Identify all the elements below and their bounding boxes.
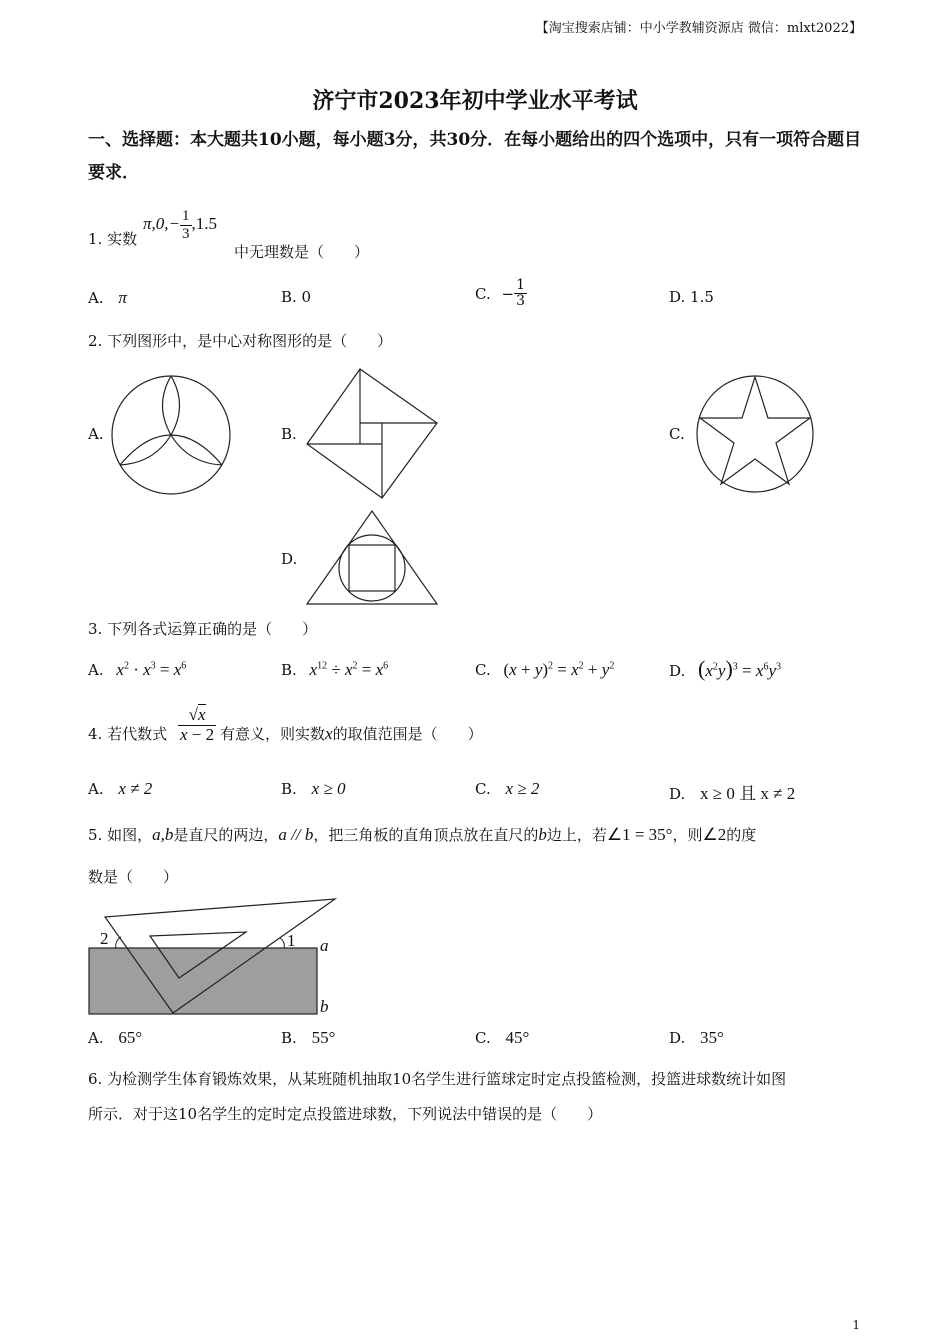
- q1-option-a-label: A.: [88, 289, 104, 307]
- q5-option-d: [669, 1028, 724, 1048]
- q2-figure-a: [110, 375, 232, 497]
- q1-option-d: D. 1.5: [669, 288, 714, 306]
- q4-option-c: [475, 779, 539, 799]
- q5-fig-label-a: a: [320, 936, 329, 955]
- q4-stem-var: x: [325, 724, 333, 743]
- q1-expression: [143, 208, 217, 242]
- q5-option-a: [88, 1028, 142, 1048]
- q5-var-b: b: [538, 825, 547, 844]
- q1-stem-before: 实数: [107, 230, 138, 248]
- question-1: [88, 228, 137, 249]
- q5-option-c: [475, 1028, 529, 1048]
- q5-fig-label-b: b: [320, 997, 329, 1016]
- question-6-line-2: 所示．对于这10名学生的定时定点投篮进球数，下列说法中错误的是（ ）: [88, 1105, 603, 1123]
- q3-option-c: [475, 660, 614, 680]
- q4-fraction-den: x − 2: [180, 724, 215, 744]
- q6-text-line-1: 为检测学生体育锻炼效果，从某班随机抽取10名学生进行篮球定时定点投篮检测，投篮进球数统计如图: [107, 1070, 787, 1088]
- q5-text-d: 边上，若: [546, 826, 607, 844]
- q4-option-b: [281, 779, 345, 799]
- question-2: [88, 330, 392, 351]
- section-heading: 一、选择题：本大题共10小题，每小题3分，共30分．在每小题给出的四个选项中，只有一项符合题目要求．: [88, 130, 862, 183]
- q4-option-d: [669, 779, 795, 804]
- q5-option-b-label: B.: [281, 1029, 297, 1047]
- q5-option-c-value: 45°: [505, 1028, 530, 1047]
- q2-figure-c: [695, 374, 815, 494]
- q1-option-a: [88, 288, 127, 308]
- q2-option-b-label: B.: [281, 425, 297, 443]
- q4-option-d-label: D.: [669, 785, 686, 803]
- q5-parallel: a // b: [278, 825, 314, 844]
- q4-fraction: [178, 706, 216, 744]
- header-note: 【淘宝搜索店铺：中小学教辅资源店 微信：mlxt2022】: [535, 21, 862, 36]
- exam-title: 济宁市2023年初中学业水平考试: [312, 88, 638, 114]
- q4-option-a: [88, 779, 152, 799]
- q5-option-a-label: A.: [88, 1029, 104, 1047]
- q1-expr-after: ,1.5: [191, 213, 217, 233]
- q4-option-b-value: x ≥ 0: [311, 779, 346, 798]
- q3-number: 3.: [88, 620, 103, 638]
- q3-option-d-expr: $(x^2y)^3 = x^6y^3$: [698, 656, 781, 681]
- page-number: 1: [852, 1318, 860, 1332]
- q3-option-a-label: A.: [88, 661, 104, 679]
- q5-text-e: ，则: [672, 826, 703, 844]
- q5-text-b: 是直尺的两边，: [173, 826, 279, 844]
- q5-option-a-value: 65°: [118, 1028, 143, 1047]
- q5-text-c: ，把三角板的直角顶点放在直尺的: [313, 826, 539, 844]
- q5-fig-label-2: 2: [100, 929, 109, 948]
- q1-stem-after: 中无理数是（ ）: [234, 243, 370, 261]
- q4-number: 4.: [88, 725, 103, 743]
- q1-expr: π,0,−: [143, 213, 180, 233]
- q1-option-b: B. 0: [281, 288, 312, 306]
- q3-option-c-label: C.: [475, 661, 491, 679]
- q2-option-a-label: A.: [88, 425, 104, 443]
- q4-stem-rest: [220, 723, 483, 744]
- q5-angle-2: ∠2: [702, 825, 727, 844]
- q4-stem-before: 若代数式: [107, 725, 168, 743]
- q3-option-a-expr: $x^2 \cdot x^3 = x^6$: [116, 660, 187, 679]
- q2-option-c-label: C.: [669, 425, 685, 443]
- question-5-line-2: 数是（ ）: [88, 868, 179, 886]
- q3-option-c-expr: $(x + y)^2 = x^2 + y^2$: [503, 660, 615, 679]
- q1-frac-den: 3: [182, 225, 190, 242]
- q4-option-c-value: x ≥ 2: [505, 779, 540, 798]
- q4-fraction-num: √x: [178, 706, 216, 726]
- q5-var-ab: a,b: [152, 825, 174, 844]
- q5-option-b-value: 55°: [311, 1028, 336, 1047]
- q1-option-c: [475, 278, 527, 310]
- q4-stem-after: 有意义，则实数: [220, 725, 326, 743]
- q1-number: 1.: [88, 230, 103, 248]
- question-3: [88, 618, 317, 639]
- q6-number: 6.: [88, 1070, 103, 1088]
- question-5-line-1: [88, 824, 756, 845]
- q4-option-c-label: C.: [475, 780, 491, 798]
- q5-text-a: 如图，: [107, 826, 153, 844]
- question-4: [88, 723, 167, 744]
- q1-option-c-num: 1: [516, 277, 525, 293]
- q4-option-d-value: x ≥ 0 且 x ≠ 2: [700, 784, 796, 803]
- q3-option-d-label: D.: [669, 662, 686, 680]
- q1-option-c-den: 3: [516, 293, 525, 310]
- q2-figure-d: [305, 510, 439, 606]
- q5-fig-label-1: 1: [287, 931, 296, 950]
- q3-stem: 下列各式运算正确的是（ ）: [107, 620, 318, 638]
- q4-option-b-label: B.: [281, 780, 297, 798]
- q1-option-a-value: π: [118, 288, 127, 307]
- q1-frac-num: 1: [182, 208, 190, 224]
- q5-option-d-label: D.: [669, 1029, 686, 1047]
- q2-stem: 下列图形中，是中心对称图形的是（ ）: [107, 332, 393, 350]
- q5-option-d-value: 35°: [700, 1028, 724, 1047]
- q3-option-b: [281, 660, 388, 680]
- question-6-line-1: [88, 1068, 786, 1089]
- q3-option-a: [88, 660, 186, 680]
- q5-figure: [88, 895, 348, 1020]
- q4-option-a-label: A.: [88, 780, 104, 798]
- q5-option-c-label: C.: [475, 1029, 491, 1047]
- q1-option-c-minus: −: [501, 284, 515, 303]
- q3-option-b-expr: $x^{12} \div x^2 = x^6$: [309, 660, 389, 679]
- q2-number: 2.: [88, 332, 103, 350]
- q5-text-f: 的度: [726, 826, 757, 844]
- q5-angle-1: ∠1 = 35°: [606, 825, 673, 844]
- q2-figure-b: [305, 367, 439, 501]
- q5-number: 5.: [88, 826, 103, 844]
- q5-option-b: [281, 1028, 335, 1048]
- q4-stem-end: 的取值范围是（ ）: [332, 725, 483, 743]
- q3-option-d: [669, 656, 781, 682]
- q3-option-b-label: B.: [281, 661, 297, 679]
- q2-option-d-label: D.: [281, 550, 298, 568]
- q1-option-c-label: C.: [475, 284, 491, 303]
- q4-option-a-value: x ≠ 2: [118, 779, 153, 798]
